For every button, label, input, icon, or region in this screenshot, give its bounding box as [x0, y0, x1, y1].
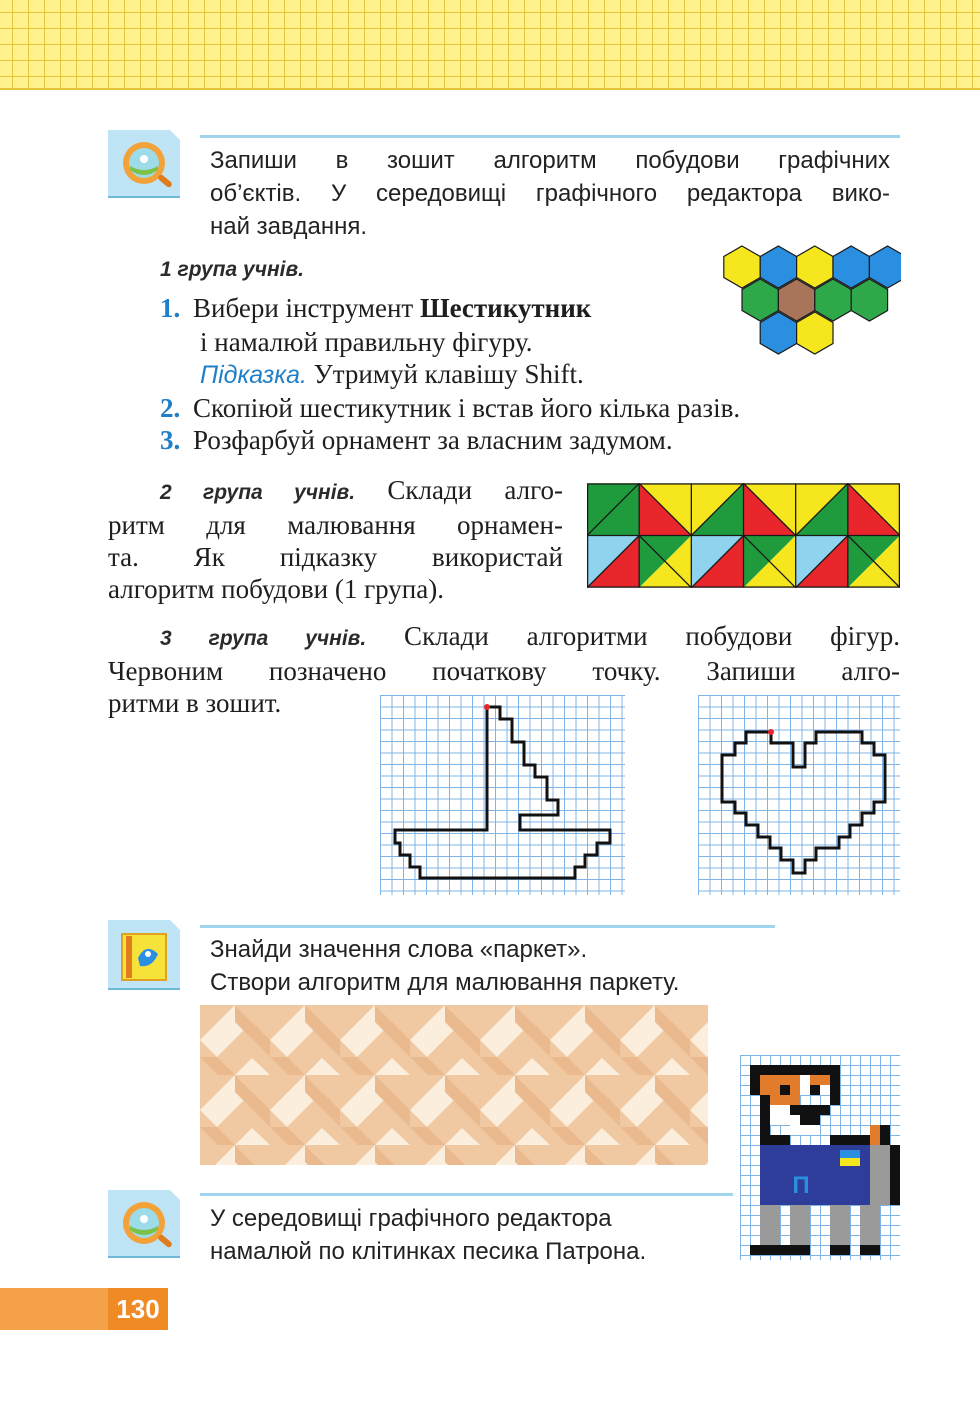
group3-line — [108, 620, 900, 655]
top-grid-band — [0, 0, 980, 90]
group2-line-text: Склади алго- — [355, 475, 563, 505]
magnifier-icon — [108, 1190, 180, 1258]
group3-line: Червоним позначено початкову точку. Запиши алго- — [108, 656, 900, 686]
task3-divider — [200, 1193, 733, 1196]
step-number: 3. — [160, 425, 181, 455]
hexagon-ornament — [718, 243, 901, 371]
dog-patron-pixel-art — [740, 1055, 900, 1260]
tool-name: Шестикутник — [419, 293, 592, 323]
group1-step-2 — [160, 392, 740, 424]
task1-text — [210, 144, 890, 243]
step-number: 2. — [160, 393, 181, 423]
task3-line: У середовищі графічного редактора — [210, 1205, 612, 1232]
magnifier-icon — [108, 130, 180, 198]
group1-hint — [200, 358, 584, 391]
group2-line: ритм для малювання орнамен- — [108, 510, 563, 540]
task2-text — [210, 933, 810, 999]
group1-step-1 — [160, 292, 720, 324]
page-number: 130 — [108, 1288, 168, 1330]
task2-line: Знайди значення слова «паркет». — [210, 936, 588, 963]
task1-line: Запиши в зошит алгоритм побудови графічних — [210, 147, 890, 174]
group2-text — [108, 474, 563, 605]
group2-label: 2 група учнів. — [160, 481, 356, 504]
group3-line-text: Склади алгоритми побудови фігур. — [366, 621, 900, 651]
group1-label: 1 група учнів. — [160, 258, 304, 281]
dog-vest-letter: П — [792, 1172, 810, 1199]
group1-step-3 — [160, 424, 673, 456]
group1-step-1-line2: і намалюй правильну фігуру. — [200, 327, 533, 357]
group3-label: 3 група учнів. — [160, 627, 367, 650]
boat-grid — [380, 695, 625, 895]
task1-line: най завдання. — [210, 213, 368, 240]
task3-line: намалюй по клітинках песика Патрона. — [210, 1238, 647, 1265]
group2-line — [108, 474, 563, 509]
group2-line: алгоритм побудови (1 група). — [108, 574, 444, 604]
page-number-bar — [0, 1288, 108, 1330]
step-text: Скопіюй шестикутник і встав його кілька разів. — [193, 393, 741, 423]
heart-grid — [698, 695, 900, 895]
group2-line: та. Як підказку використай — [108, 542, 563, 572]
group3-line: ритми в зошит. — [108, 688, 282, 718]
step-text: Розфарбуй орнамент за власним задумом. — [193, 425, 673, 455]
task2-divider — [200, 925, 775, 928]
task2-line: Створи алгоритм для малювання паркету. — [210, 969, 680, 996]
triangle-ornament — [587, 483, 900, 588]
task3-text — [210, 1202, 740, 1268]
task1-divider — [200, 135, 900, 138]
task1-line: об’єктів. У середовищі графічного редактора вико- — [210, 180, 890, 207]
parquet-image — [200, 1005, 708, 1165]
step-text: Вибери інструмент — [193, 293, 420, 323]
hint-text: Утримуй клавішу Shift. — [306, 359, 584, 389]
book-icon — [108, 920, 180, 990]
step-number: 1. — [160, 293, 181, 323]
hint-label: Підказка. — [200, 361, 307, 389]
